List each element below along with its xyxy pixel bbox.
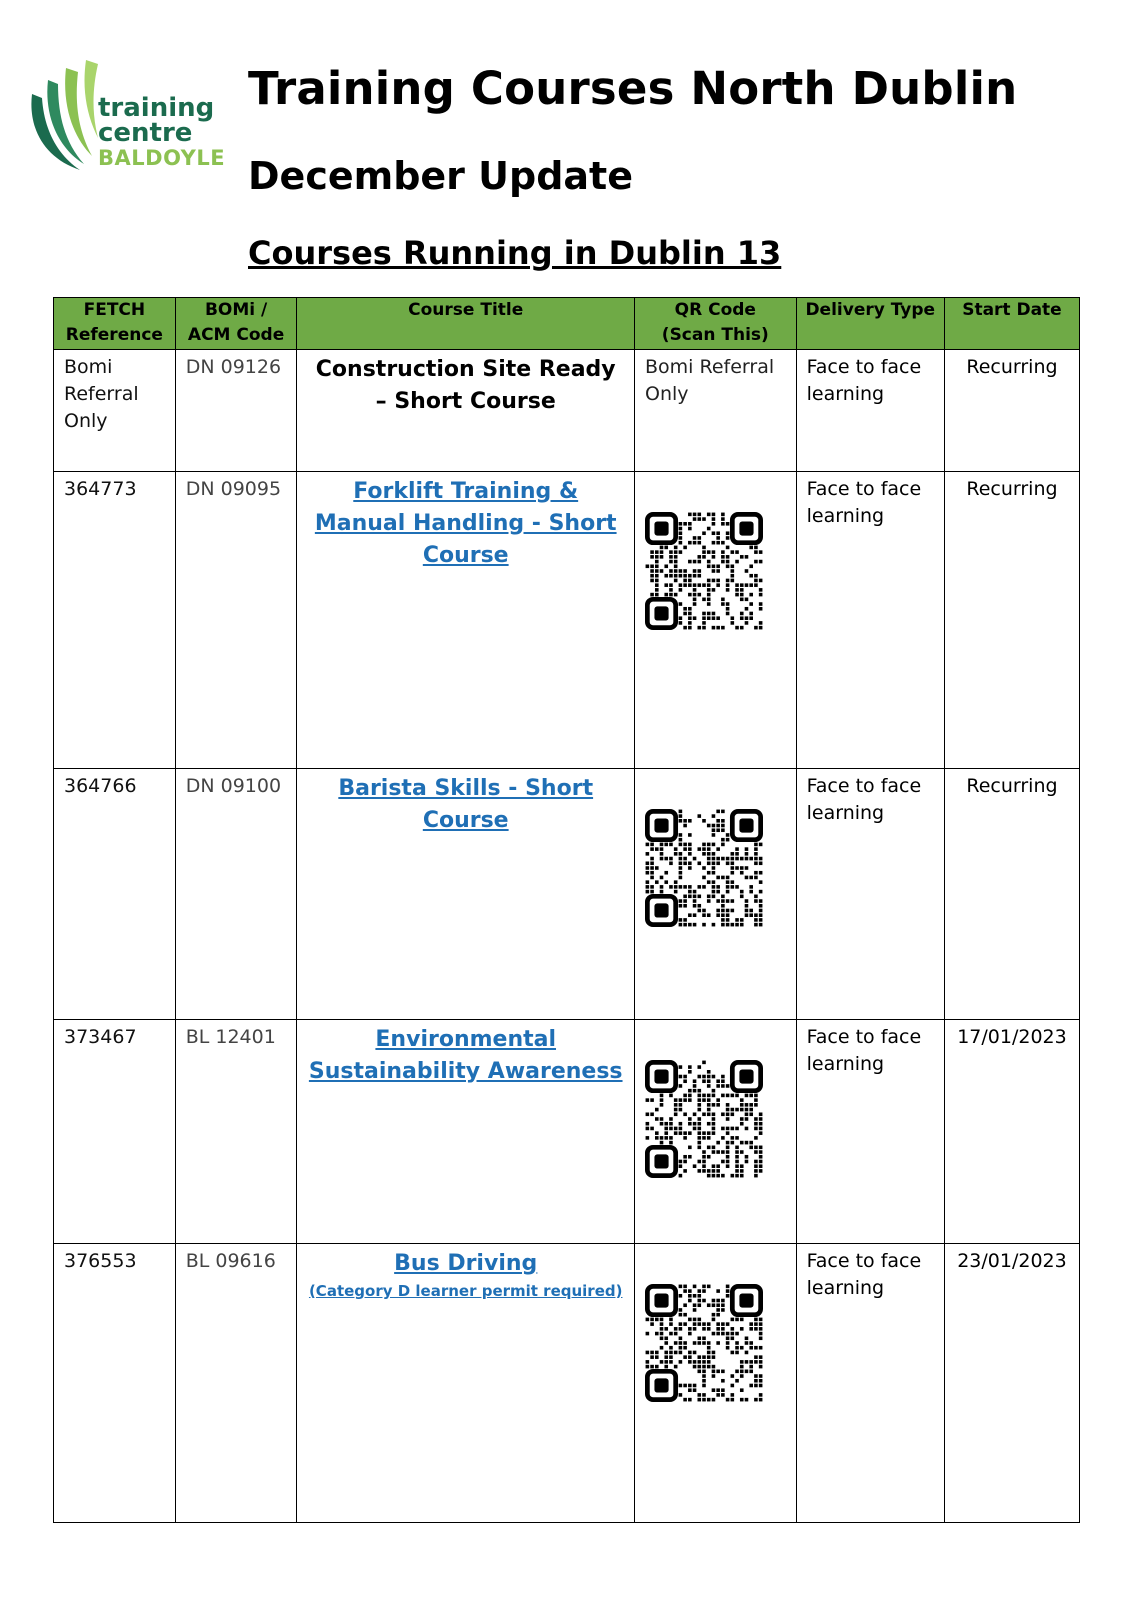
course-title-text: Construction Site Ready – Short Course (315, 357, 616, 414)
header-fetch-line2: Reference (65, 325, 163, 345)
qr-code-cell (635, 1244, 797, 1523)
page-subtitle: December Update (248, 154, 633, 198)
logo-text-line2: centre (98, 118, 193, 148)
training-centre-logo (22, 58, 226, 188)
table-row (54, 1020, 1080, 1244)
bomi-code-cell: DN 09095 (175, 472, 297, 769)
header-course-title: Course Title (297, 298, 635, 350)
qr-code-cell (635, 769, 797, 1020)
bomi-code-cell: BL 09616 (175, 1244, 297, 1523)
logo-text-line3: BALDOYLE (98, 146, 226, 170)
header-start-date: Start Date (944, 298, 1079, 350)
qr-code-cell (635, 472, 797, 769)
header-bomi-line2: ACM Code (187, 325, 285, 345)
delivery-type-cell: Face to face learning (796, 1020, 944, 1244)
header-bomi-line1: BOMi / (204, 300, 268, 320)
qr-code-icon[interactable] (645, 1284, 763, 1402)
start-date-cell: Recurring (944, 472, 1079, 769)
section-title: Courses Running in Dublin 13 (248, 234, 782, 272)
table-row (54, 350, 1080, 472)
header-delivery-type: Delivery Type (796, 298, 944, 350)
delivery-type-cell: Face to face learning (796, 769, 944, 1020)
header-bomi-code (175, 298, 297, 350)
header-fetch-reference (54, 298, 176, 350)
qr-code-icon[interactable] (645, 809, 763, 927)
start-date-cell: Recurring (944, 350, 1079, 472)
course-link-forklift[interactable]: Forklift Training & Manual Handling - Short Course (314, 479, 617, 568)
bomi-code-cell: DN 09100 (175, 769, 297, 1020)
bomi-code-cell: DN 09126 (175, 350, 297, 472)
table-row (54, 472, 1080, 769)
table-header-row (54, 298, 1080, 350)
qr-text-cell: Bomi Referral Only (635, 350, 797, 472)
header-qr-line1: QR Code (674, 300, 756, 320)
course-title-cell (297, 472, 635, 769)
header-qr-line2: (Scan This) (661, 325, 769, 345)
header-fetch-line1: FETCH (83, 300, 146, 320)
header-qr-code (635, 298, 797, 350)
courses-table (53, 297, 1080, 1523)
bomi-code-cell: BL 12401 (175, 1020, 297, 1244)
course-link-environmental[interactable]: Environmental Sustainability Awareness (308, 1027, 623, 1084)
fetch-reference-cell: 376553 (54, 1244, 176, 1523)
fetch-reference-cell: 373467 (54, 1020, 176, 1244)
delivery-type-cell: Face to face learning (796, 1244, 944, 1523)
delivery-type-cell: Face to face learning (796, 350, 944, 472)
course-title-cell (297, 769, 635, 1020)
course-title-cell (297, 350, 635, 472)
qr-code-cell (635, 1020, 797, 1244)
fetch-reference-cell: 364766 (54, 769, 176, 1020)
start-date-cell: 17/01/2023 (944, 1020, 1079, 1244)
table-row (54, 769, 1080, 1020)
start-date-cell: Recurring (944, 769, 1079, 1020)
course-title-cell (297, 1020, 635, 1244)
qr-code-icon[interactable] (645, 512, 763, 630)
course-title-cell (297, 1244, 635, 1523)
course-note[interactable]: (Category D learner permit required) (308, 1282, 623, 1300)
fetch-reference-cell: Bomi Referral Only (54, 350, 176, 472)
delivery-type-cell: Face to face learning (796, 472, 944, 769)
page-title: Training Courses North Dublin (248, 62, 1018, 115)
logo-text-line1: training (98, 93, 215, 123)
course-link-barista[interactable]: Barista Skills - Short Course (338, 776, 594, 833)
start-date-cell: 23/01/2023 (944, 1244, 1079, 1523)
logo-swoosh-icon (22, 58, 102, 188)
course-link-bus-driving[interactable]: Bus Driving (394, 1251, 538, 1276)
qr-code-icon[interactable] (645, 1060, 763, 1178)
table-row (54, 1244, 1080, 1523)
fetch-reference-cell: 364773 (54, 472, 176, 769)
